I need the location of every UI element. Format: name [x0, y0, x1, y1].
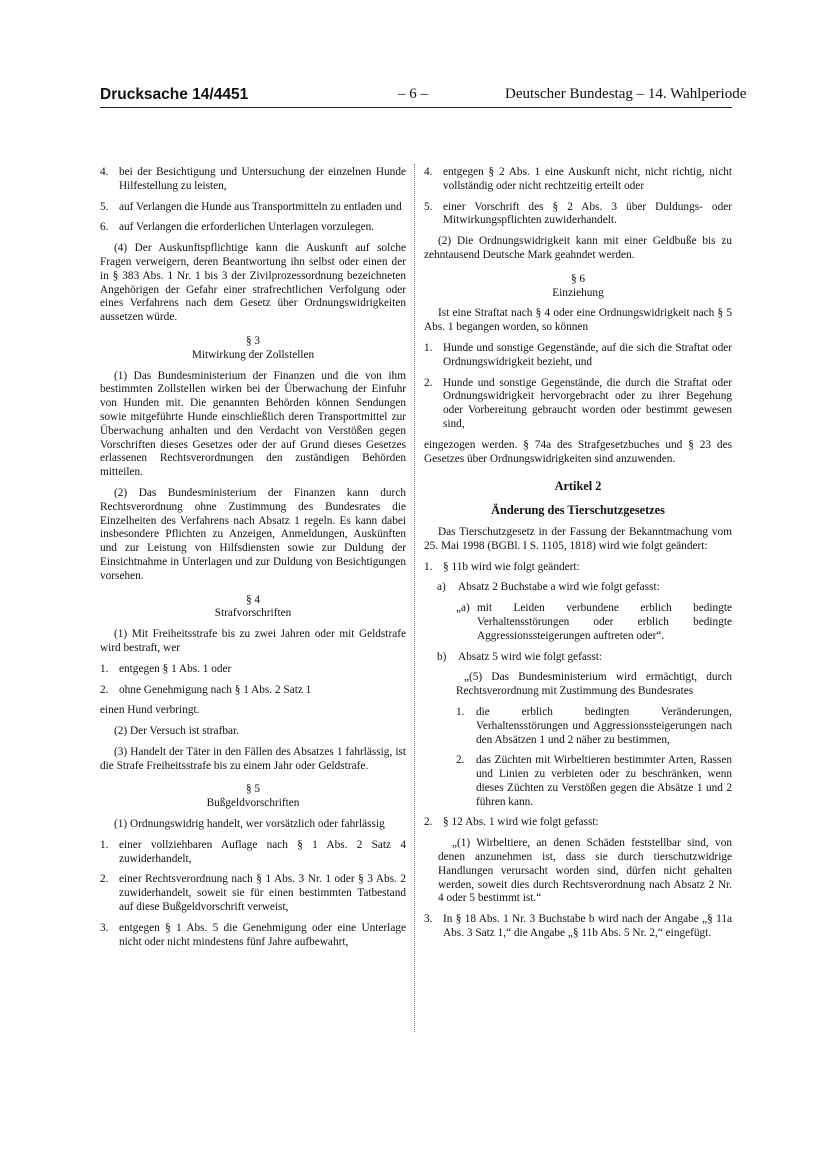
section-number: § 5: [245, 783, 261, 796]
section-number: § 6: [570, 272, 586, 285]
list-item: 2. Hunde und sonstige Gegenstände, die durch die Straftat oder Ordnungswidrigkeit hervorgebracht oder zu ihrer Begehung oder Vorbereitung gebraucht worden oder bestimmt gewesen sind,: [424, 376, 732, 430]
paragraph: (3) Handelt der Täter in den Fällen des Absatzes 1 fahrlässig, ist die Strafe Freiheitsstrafe bis zu einem Jahr oder Geldstrafe.: [100, 745, 406, 772]
section-title: Bußgeldvorschriften: [206, 797, 300, 810]
quoted-text: „(1) Wirbeltiere, an denen Schäden feststellbar sind, von denen anzunehmen ist, dass sie durch tierschutzwidrige Handlungen verursacht worden sind, dürfen nicht gehalten werden, soweit dies durch Rechtsverordnung nach Absatz 2 Nr. 4 oder 5 bestimmt ist.“: [438, 837, 732, 905]
sub-item: b) Absatz 5 wird wie folgt gefasst:: [437, 650, 603, 663]
sub-item: 2. das Züchten mit Wirbeltieren bestimmter Arten, Rassen und Linien zu verbieten oder zu beschränken, wenn dieses Züchten zu Verstößen gegen die Absätze 1 und 2 führen kann.: [456, 754, 732, 808]
list-item: 3. In § 18 Abs. 1 Nr. 3 Buchstabe b wird nach der Angabe „§ 11a Abs. 3 Satz 1,“ die Angabe „§ 11b Abs. 5 Nr. 2,“ eingefügt.: [424, 913, 732, 940]
page-number: – 6 –: [398, 86, 428, 102]
paragraph: eingezogen werden. § 74a des Strafgesetzbuches und § 23 des Gesetzes über Ordnungswidrigkeiten sind anzuwenden.: [424, 438, 732, 465]
section-number: § 3: [245, 334, 261, 347]
paragraph: (2) Die Ordnungswidrigkeit kann mit einer Geldbuße bis zu zehntausend Deutsche Mark geahndet werden.: [424, 235, 732, 261]
paragraph: (1) Ordnungswidrig handelt, wer vorsätzlich oder fahrlässig: [114, 818, 385, 831]
paragraph: (2) Das Bundesministerium der Finanzen kann durch Rechtsverordnung ohne Zustimmung des Bundesrates die Einzelheiten des Verfahrens nach Absatz 1 regeln. Es kann dabei insbesondere Pflichten zu Anzeigen, Anmeldungen, Auskünften und zur Leistung von Hilfsdiensten sowie zur Duldung der Einsichtnahme in Unterlagen und zur Duldung von Besichtigungen vorsehen.: [100, 486, 406, 582]
parliament-period: Deutscher Bundestag – 14. Wahlperiode: [505, 86, 747, 102]
column-divider: [414, 164, 415, 1032]
list-item: 1. entgegen § 1 Abs. 1 oder: [100, 662, 232, 675]
paragraph: (2) Der Versuch ist strafbar.: [114, 725, 239, 738]
list-item: 2. § 12 Abs. 1 wird wie folgt gefasst:: [424, 816, 599, 829]
section-number: § 4: [245, 593, 261, 606]
paragraph: (1) Mit Freiheitsstrafe bis zu zwei Jahren oder mit Geldstrafe wird bestraft, wer: [100, 628, 406, 654]
document-number: Drucksache 14/4451: [100, 86, 249, 103]
section-title: Einziehung: [552, 286, 604, 299]
list-item: 6. auf Verlangen die erforderlichen Unterlagen vorzulegen.: [100, 221, 375, 234]
quoted-text: „(5) Das Bundesministerium wird ermächtigt, durch Rechtsverordnung mit Zustimmung des Bundesrates: [456, 671, 732, 698]
list-item: 1. einer vollziehbaren Auflage nach § 1 Abs. 2 Satz 4 zuwiderhandelt,: [100, 838, 406, 865]
article-title: Änderung des Tierschutzgesetzes: [491, 503, 665, 518]
list-item: 1. Hunde und sonstige Gegenstände, auf die sich die Straftat oder Ordnungswidrigkeit bezieht, und: [424, 341, 732, 368]
list-item: 5. einer Vorschrift des § 2 Abs. 3 über Duldungs- oder Mitwirkungspflichten zuwiderhandelt.: [424, 200, 732, 227]
list-item: 5. auf Verlangen die Hunde aus Transportmitteln zu entladen und: [100, 200, 402, 213]
paragraph: (4) Der Auskunftspflichtige kann die Auskunft auf solche Fragen verweigern, deren Beantwortung ihn selbst oder einen der in § 383 Abs. 1 Nr. 1 bis 3 der Zivilprozessordnung bezeichneten Angehörigen der Gefahr einer strafrechtlichen Verfolgung oder eines Verfahrens nach dem Gesetz über Ordnungswidrigkeiten aussetzen würde.: [100, 242, 406, 324]
sub-item: 1. die erblich bedingten Veränderungen, Verhaltensstörungen und Aggressionssteigerungen nach den Absätzen 1 und 2 näher zu bestimmen,: [456, 705, 732, 746]
paragraph: Ist eine Straftat nach § 4 oder eine Ordnungswidrigkeit nach § 5 Abs. 1 begangen worden, so können: [424, 307, 732, 334]
paragraph: Das Tierschutzgesetz in der Fassung der Bekanntmachung vom 25. Mai 1998 (BGBl. I S. 1105, 1818) wird wie folgt geändert:: [424, 525, 732, 552]
paragraph: einen Hund verbringt.: [100, 704, 200, 717]
left-column: [100, 166, 406, 956]
list-item: 3. entgegen § 1 Abs. 5 die Genehmigung oder eine Unterlage nicht oder nicht mindestens fünf Jahre aufbewahrt,: [100, 921, 406, 948]
header-rule: [100, 107, 732, 108]
paragraph: (1) Das Bundesministerium der Finanzen und die von ihm bestimmten Zollstellen wirken bei der Überwachung der Einfuhr von Hunden mit. Die genannten Behörden können Sendungen sowie mitgeführte Hunde einschließlich deren Transportmittel zur Überwachung anhalten und den Verdacht von Verstößen gegen Vorschriften dieses Gesetzes oder der auf Grund dieses Gesetzes erlassenen Rechtsverordnungen den zuständigen Behörden mitteilen.: [100, 369, 406, 479]
list-item: 1. § 11b wird wie folgt geändert:: [424, 560, 580, 573]
quoted-text: „a) mit Leiden verbundene erblich bedingte Verhaltensstörungen oder erblich bedingte Aggressionssteigerungen auftreten oder“.: [456, 602, 732, 642]
section-title: Mitwirkung der Zollstellen: [191, 348, 315, 361]
section-title: Strafvorschriften: [214, 607, 292, 620]
list-item: 4. entgegen § 2 Abs. 1 eine Auskunft nicht, nicht richtig, nicht vollständig oder nicht rechtzeitig erteilt oder: [424, 166, 732, 192]
right-column: [424, 166, 732, 948]
article-number: Artikel 2: [554, 479, 602, 494]
list-item: 4. bei der Besichtigung und Untersuchung der einzelnen Hunde Hilfestellung zu leisten,: [100, 166, 406, 192]
sub-item: a) Absatz 2 Buchstabe a wird wie folgt gefasst:: [437, 581, 660, 594]
list-item: 2. einer Rechtsverordnung nach § 1 Abs. 3 Nr. 1 oder § 3 Abs. 2 zuwiderhandelt, soweit sie für einen bestimmten Tatbestand auf diese Bußgeldvorschrift verweist,: [100, 873, 406, 914]
list-item: 2. ohne Genehmigung nach § 1 Abs. 2 Satz 1: [100, 683, 312, 696]
